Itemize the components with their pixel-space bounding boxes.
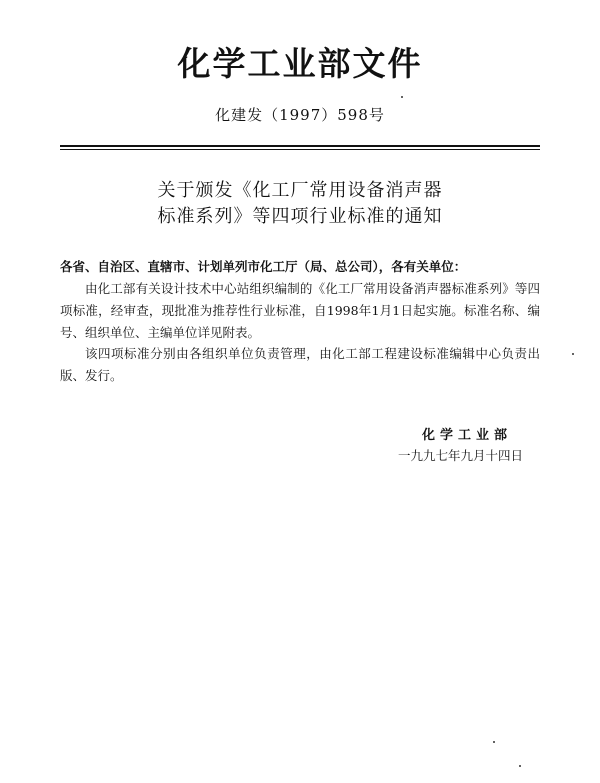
document-header: 化学工业部文件 — [177, 44, 423, 83]
signature-organization: 化学工业部 — [422, 428, 513, 443]
notice-title-line-2: 标准系列》等四项行业标准的通知 — [157, 206, 443, 227]
body-paragraph-2: 该四项标准分别由各组织单位负责管理，由化工部工程建设标准编辑中心负责出版、发行。 — [60, 346, 540, 383]
signature-date: 一九九七年九月十四日 — [398, 448, 524, 463]
scan-speck — [493, 741, 495, 743]
header-rule-thin — [60, 149, 540, 150]
scan-speck — [401, 96, 403, 98]
salutation: 各省、自治区、直辖市、计划单列市化工厅（局、总公司），各有关单位： — [60, 259, 467, 274]
body-paragraph-1: 由化工部有关设计技术中心站组织编制的《化工厂常用设备消声器标准系列》等四项标准，经审查，现批准为推荐性行业标准，自1998年1月1日起实施。标准名称、编号、组织单位、主编单位详见附表。 — [60, 281, 540, 340]
document-number: 化建发（1997）598号 — [215, 106, 385, 124]
scan-speck — [572, 353, 574, 355]
header-rule-thick — [60, 145, 540, 147]
scan-speck — [519, 765, 521, 767]
notice-title-line-1: 关于颁发《化工厂常用设备消声器 — [157, 180, 443, 201]
